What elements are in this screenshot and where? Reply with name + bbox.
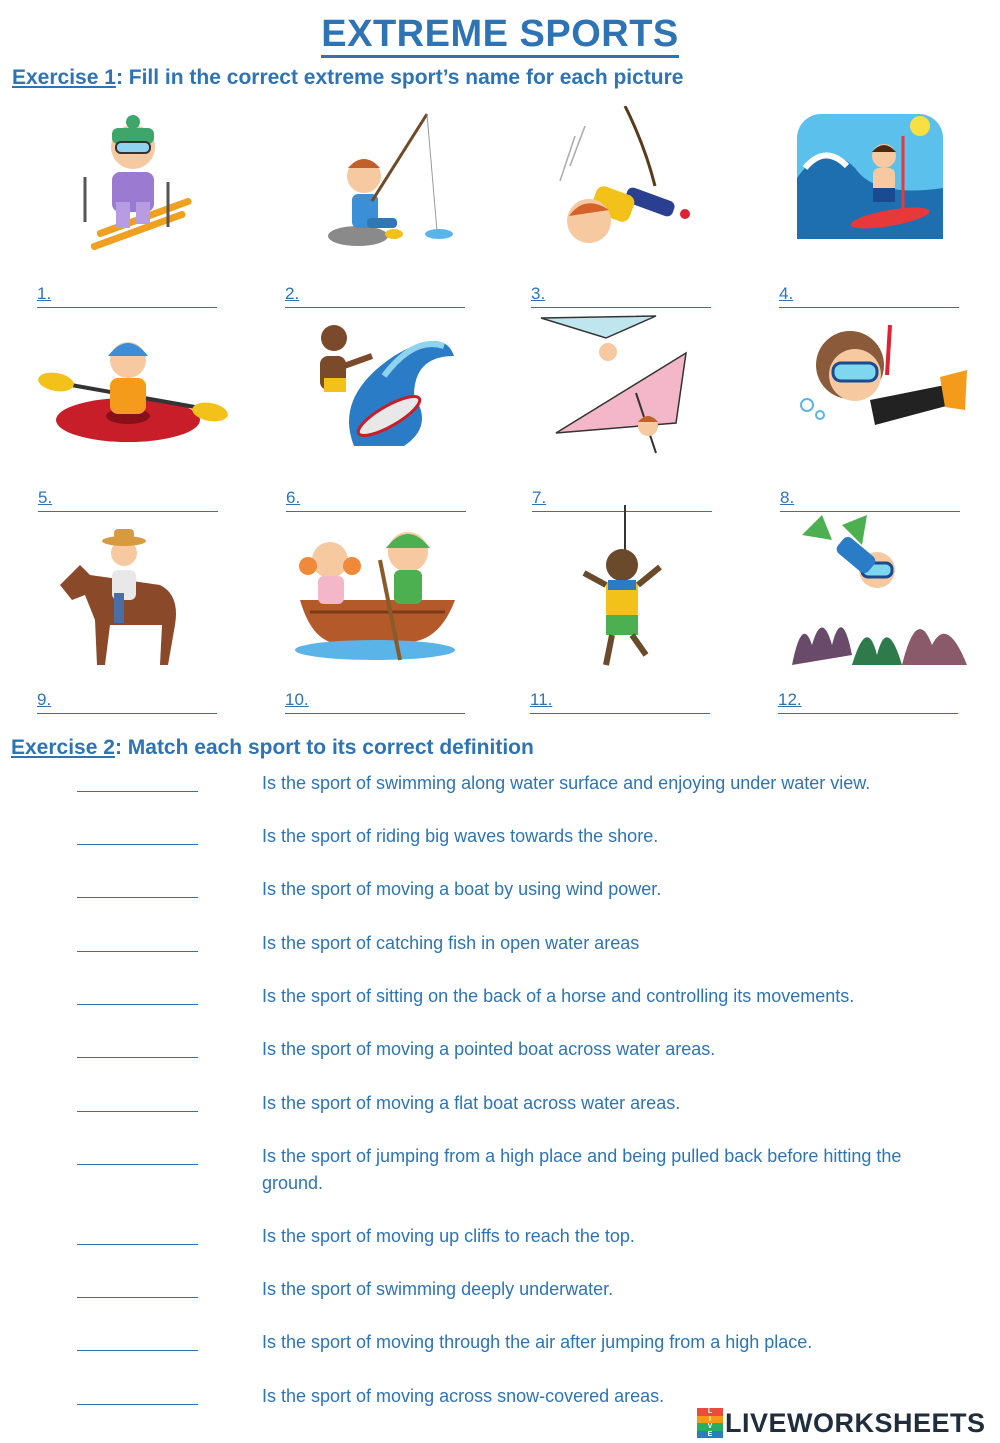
match-answer-blank-9[interactable] — [77, 1223, 198, 1245]
fishing-icon — [312, 106, 462, 256]
answer-number: 7. — [532, 488, 547, 507]
liveworksheets-logo[interactable] — [697, 1406, 986, 1440]
match-answer-blank-4[interactable] — [77, 930, 198, 952]
exercise-2-label: Exercise 2 — [11, 736, 115, 759]
answer-blank-6[interactable] — [286, 488, 466, 512]
horse-riding-icon — [50, 515, 190, 675]
surfing-icon — [294, 316, 464, 466]
match-answer-blank-3[interactable] — [77, 876, 198, 898]
answer-blank-12[interactable] — [778, 690, 958, 714]
kayaking-icon — [38, 320, 228, 470]
match-answer-blank-5[interactable] — [77, 983, 198, 1005]
match-answer-blank-1[interactable] — [77, 770, 198, 792]
exercise-1-label: Exercise 1 — [12, 66, 116, 89]
definition-text-4: Is the sport of catching fish in open water areas — [262, 933, 640, 953]
answer-blank-5[interactable] — [38, 488, 218, 512]
logo-mark-letter: I — [697, 1416, 723, 1424]
answer-blank-11[interactable] — [530, 690, 710, 714]
definition-text-10: Is the sport of swimming deeply underwater. — [262, 1279, 614, 1299]
answer-number: 1. — [37, 284, 52, 303]
skiing-icon — [60, 102, 210, 252]
definition-text-11: Is the sport of moving through the air after jumping from a high place. — [262, 1332, 813, 1352]
answer-blank-10[interactable] — [285, 690, 465, 714]
answer-number: 12. — [778, 690, 802, 709]
match-answer-blank-11[interactable] — [77, 1329, 198, 1351]
page-title-text: EXTREME SPORTS — [321, 13, 679, 58]
answer-number: 9. — [37, 690, 52, 709]
answer-number: 3. — [531, 284, 546, 303]
definition-text-3: Is the sport of moving a boat by using wind power. — [262, 879, 662, 899]
liveworksheets-logo-mark — [697, 1408, 723, 1438]
match-answer-blank-8[interactable] — [77, 1143, 198, 1165]
answer-number: 11. — [530, 690, 553, 709]
match-answer-blank-7[interactable] — [77, 1090, 198, 1112]
answer-blank-9[interactable] — [37, 690, 217, 714]
scuba-diving-icon — [792, 515, 970, 670]
exercise-2-instruction: : Match each sport to its correct definition — [114, 736, 534, 759]
answer-blank-4[interactable] — [779, 284, 959, 308]
definition-text-1: Is the sport of swimming along water surface and enjoying under water view. — [262, 773, 871, 793]
page-title — [0, 12, 1000, 56]
answer-number: 2. — [285, 284, 300, 303]
answer-blank-8[interactable] — [780, 488, 960, 512]
definition-text-12: Is the sport of moving across snow-covered areas. — [262, 1386, 665, 1406]
definition-text-6: Is the sport of moving a pointed boat across water areas. — [262, 1039, 716, 1059]
windsurfing-icon — [795, 108, 945, 258]
definition-text-7: Is the sport of moving a flat boat across water areas. — [262, 1093, 681, 1113]
hang-gliding-icon — [536, 308, 696, 463]
definition-text-9: Is the sport of moving up cliffs to reach the top. — [262, 1226, 635, 1246]
liveworksheets-logo-text: LIVEWORKSHEETS — [725, 1407, 986, 1438]
answer-blank-2[interactable] — [285, 284, 465, 308]
logo-mark-letter: V — [697, 1423, 723, 1431]
match-answer-blank-2[interactable] — [77, 823, 198, 845]
match-answer-blank-6[interactable] — [77, 1036, 198, 1058]
logo-mark-letter: L — [697, 1408, 723, 1416]
exercise-2-heading — [11, 736, 534, 760]
match-answer-blank-10[interactable] — [77, 1276, 198, 1298]
match-answer-blank-12[interactable] — [77, 1383, 198, 1405]
logo-mark-letter: E — [697, 1431, 723, 1439]
exercise-1-instruction: : Fill in the correct extreme sport’s name for each picture — [115, 66, 684, 89]
answer-number: 10. — [285, 690, 309, 709]
rowing-icon — [290, 520, 460, 680]
definition-text-5: Is the sport of sitting on the back of a horse and controlling its movements. — [262, 986, 855, 1006]
answer-number: 5. — [38, 488, 53, 507]
definition-text-2: Is the sport of riding big waves towards the shore. — [262, 826, 659, 846]
answer-number: 8. — [780, 488, 795, 507]
snorkeling-icon — [795, 315, 970, 465]
rock-climbing-icon — [570, 505, 670, 675]
answer-number: 4. — [779, 284, 794, 303]
definition-text-8: Is the sport of jumping from a high place and being pulled back before hitting the ground. — [262, 1146, 902, 1193]
bungee-jumping-icon — [555, 106, 705, 256]
answer-blank-3[interactable] — [531, 284, 711, 308]
answer-number: 6. — [286, 488, 301, 507]
exercise-1-heading — [12, 66, 684, 90]
answer-blank-1[interactable] — [37, 284, 217, 308]
